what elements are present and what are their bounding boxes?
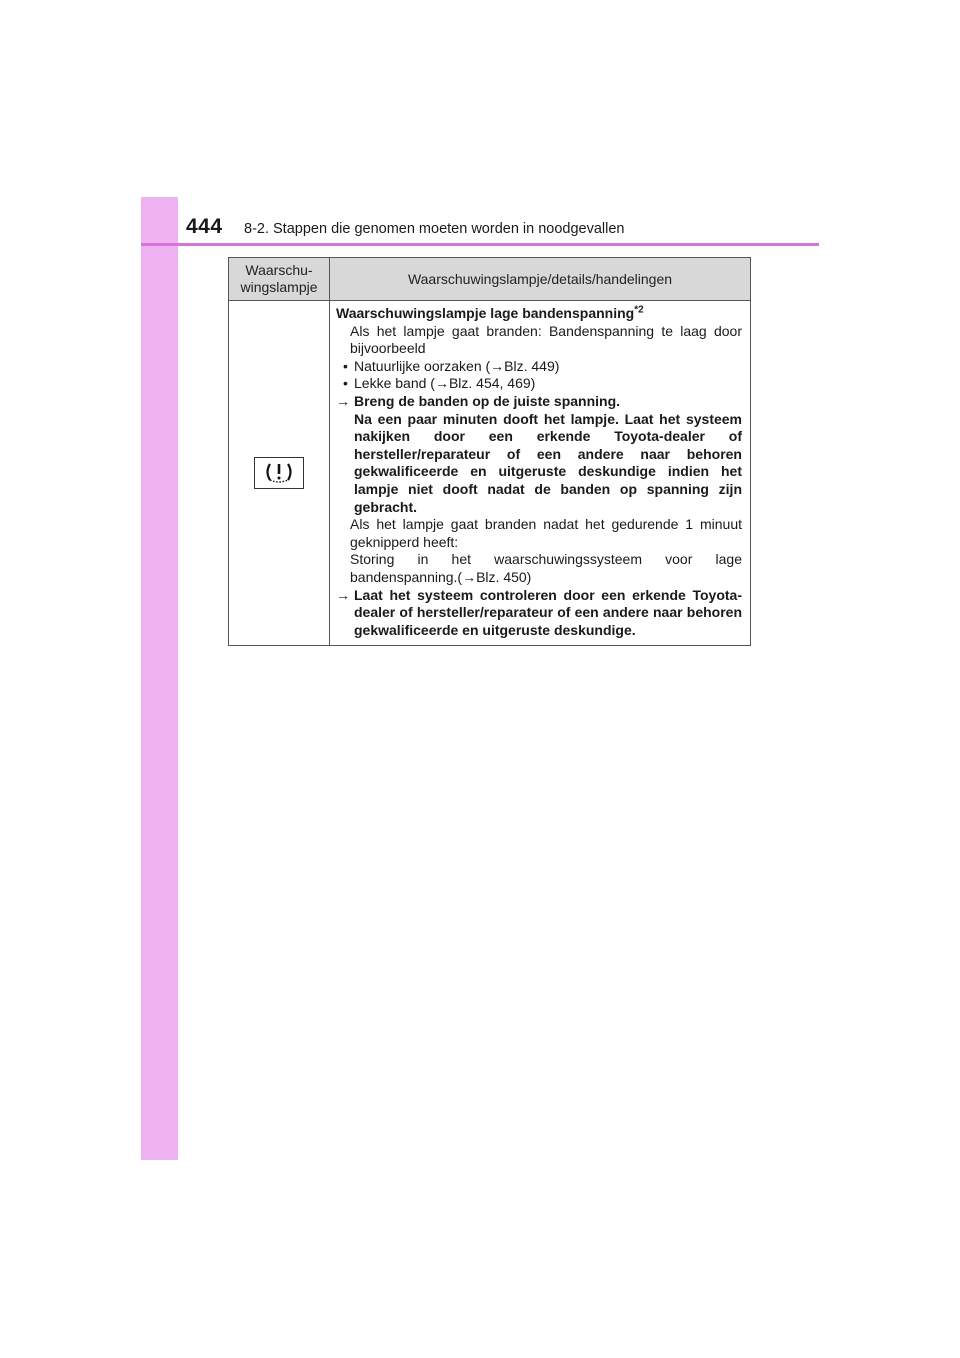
table-header-row bbox=[229, 258, 751, 301]
column-header-details: Waarschuwingslampje/details/handelingen bbox=[330, 258, 751, 301]
page-number: 444 bbox=[186, 215, 223, 238]
section-title: 8-2. Stappen die genomen moeten worden in noodgevallen bbox=[244, 221, 625, 237]
description-cell bbox=[330, 301, 751, 646]
action-have-checked-text: Laat het systeem controleren door een erkende Toyota-dealer of hersteller/reparateur of een andere naar behoren gekwalificeerde en uitgeruste deskundige. bbox=[354, 586, 742, 638]
arrow-icon-2: → bbox=[336, 586, 350, 603]
warning-title bbox=[336, 305, 742, 323]
chapter-side-tab bbox=[141, 197, 178, 1160]
action-have-checked bbox=[336, 587, 742, 640]
action-inflate-body: Na een paar minuten dooft het lampje. Laat het systeem nakijken door een erkende Toyota-dealer of hersteller/reparateur of een andere naar behoren gekwalificeerde en uitgeruste deskundige indien het lampje niet dooft nadat de banden op spanning zijn gebracht. bbox=[354, 410, 742, 515]
tire-pressure-warning-icon bbox=[254, 457, 304, 489]
column-header-lamp-line1: Waarschu- bbox=[245, 262, 313, 278]
action-inflate-head: Breng de banden op de juiste spanning. bbox=[354, 392, 621, 409]
action-inflate-tires bbox=[336, 393, 742, 411]
warning-title-text: Waarschuwingslampje lage bandenspanning bbox=[336, 305, 635, 321]
column-header-lamp-line2: wingslampje bbox=[240, 279, 318, 295]
bullet-flat-tire: • Lekke band (→Blz. 454, 469) bbox=[336, 375, 742, 393]
column-header-lamp bbox=[229, 258, 330, 301]
warning-lamp-table bbox=[228, 257, 751, 646]
cause-blinking: Als het lampje gaat branden nadat het gedurende 1 minuut geknipperd heeft: bbox=[350, 516, 742, 550]
arrow-icon: → bbox=[336, 392, 350, 409]
cause-system-fault: Storing in het waarschuwingssysteem voor lage bandenspanning.(→Blz. 450) bbox=[350, 551, 742, 585]
cause-low-pressure: Als het lampje gaat branden: Bandenspanning te laag door bijvoorbeeld bbox=[350, 322, 742, 357]
warning-title-footnote: *2 bbox=[634, 304, 644, 316]
header-rule bbox=[141, 243, 819, 246]
table-row bbox=[229, 301, 751, 646]
bullet-natural-causes: • Natuurlijke oorzaken (→Blz. 449) bbox=[336, 358, 742, 376]
icon-cell bbox=[229, 301, 330, 646]
